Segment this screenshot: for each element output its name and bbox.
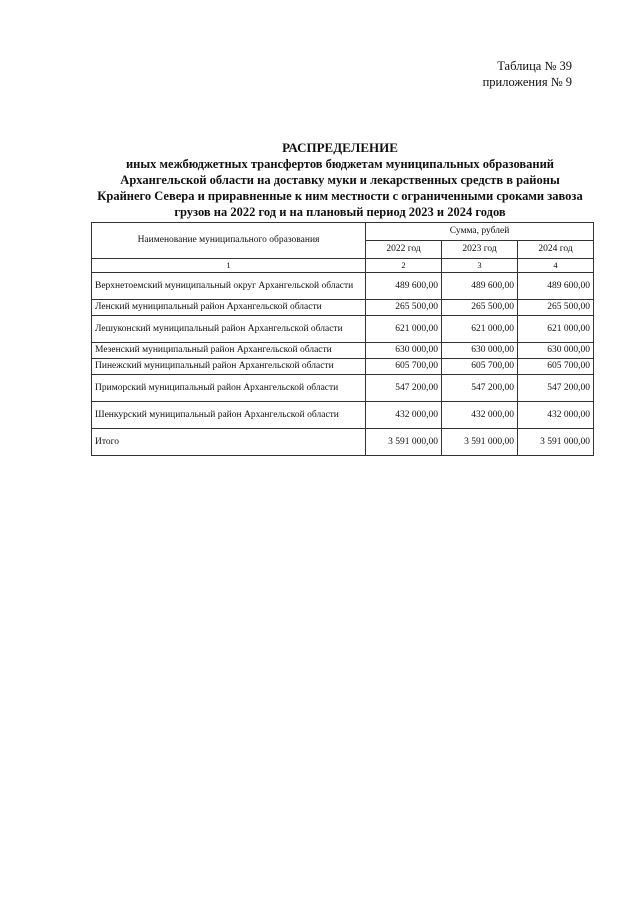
amount-2023: 489 600,00 <box>442 273 518 300</box>
header-amount-rubles: Сумма, рублей <box>366 223 594 241</box>
amount-2023: 432 000,00 <box>442 402 518 429</box>
column-number: 4 <box>518 259 594 273</box>
document-subtitle-line-3: Крайнего Севера и приравненные к ним местности с ограниченными сроками завоза <box>97 189 583 203</box>
document-subtitle-line-1: иных межбюджетных трансфертов бюджетам муниципальных образований <box>125 157 555 171</box>
municipality-name: Лешуконский муниципальный район Архангельской области <box>92 316 366 343</box>
header-year-2022: 2022 год <box>366 241 442 259</box>
table-reference <box>483 58 572 90</box>
table-row <box>92 375 594 402</box>
amount-2023: 630 000,00 <box>442 343 518 359</box>
amount-2024: 630 000,00 <box>518 343 594 359</box>
municipality-name: Приморский муниципальный район Архангельской области <box>92 375 366 402</box>
amount-2022: 489 600,00 <box>366 273 442 300</box>
column-number: 3 <box>442 259 518 273</box>
amount-2023: 621 000,00 <box>442 316 518 343</box>
amount-2024: 605 700,00 <box>518 359 594 375</box>
amount-2022: 621 000,00 <box>366 316 442 343</box>
amount-2022: 605 700,00 <box>366 359 442 375</box>
distribution-table <box>91 222 594 456</box>
municipality-name: Мезенский муниципальный район Архангельской области <box>92 343 366 359</box>
column-number-row <box>92 259 594 273</box>
appendix-number-label: приложения № 9 <box>482 75 572 89</box>
amount-2024: 265 500,00 <box>518 300 594 316</box>
municipality-name: Пинежский муниципальный район Архангельской области <box>92 359 366 375</box>
amount-2023: 265 500,00 <box>442 300 518 316</box>
total-2023: 3 591 000,00 <box>442 429 518 456</box>
table-row <box>92 402 594 429</box>
column-number: 2 <box>366 259 442 273</box>
header-year-2024: 2024 год <box>518 241 594 259</box>
total-row <box>92 429 594 456</box>
total-2024: 3 591 000,00 <box>518 429 594 456</box>
document-title: РАСПРЕДЕЛЕНИЕ <box>282 140 398 155</box>
amount-2024: 489 600,00 <box>518 273 594 300</box>
amount-2022: 265 500,00 <box>366 300 442 316</box>
header-municipality-name: Наименование муниципального образования <box>92 223 366 259</box>
municipality-name: Верхнетоемский муниципальный округ Архангельской области <box>92 273 366 300</box>
header-year-2023: 2023 год <box>442 241 518 259</box>
amount-2022: 432 000,00 <box>366 402 442 429</box>
table-number-label: Таблица № 39 <box>497 59 572 73</box>
table-row <box>92 273 594 300</box>
total-label: Итого <box>92 429 366 456</box>
total-2022: 3 591 000,00 <box>366 429 442 456</box>
document-subtitle-line-4: грузов на 2022 год и на плановый период 2023 и 2024 годов <box>174 205 506 219</box>
municipality-name: Шенкурский муниципальный район Архангельской области <box>92 402 366 429</box>
amount-2023: 547 200,00 <box>442 375 518 402</box>
amount-2024: 432 000,00 <box>518 402 594 429</box>
amount-2022: 547 200,00 <box>366 375 442 402</box>
table-row <box>92 316 594 343</box>
table-row <box>92 343 594 359</box>
table-row <box>92 300 594 316</box>
document-subtitle-line-2: Архангельской области на доставку муки и лекарственных средств в районы <box>120 173 560 187</box>
amount-2022: 630 000,00 <box>366 343 442 359</box>
amount-2023: 605 700,00 <box>442 359 518 375</box>
column-number: 1 <box>92 259 366 273</box>
amount-2024: 621 000,00 <box>518 316 594 343</box>
municipality-name: Ленский муниципальный район Архангельской области <box>92 300 366 316</box>
table-row <box>92 359 594 375</box>
amount-2024: 547 200,00 <box>518 375 594 402</box>
document-heading <box>60 140 620 220</box>
